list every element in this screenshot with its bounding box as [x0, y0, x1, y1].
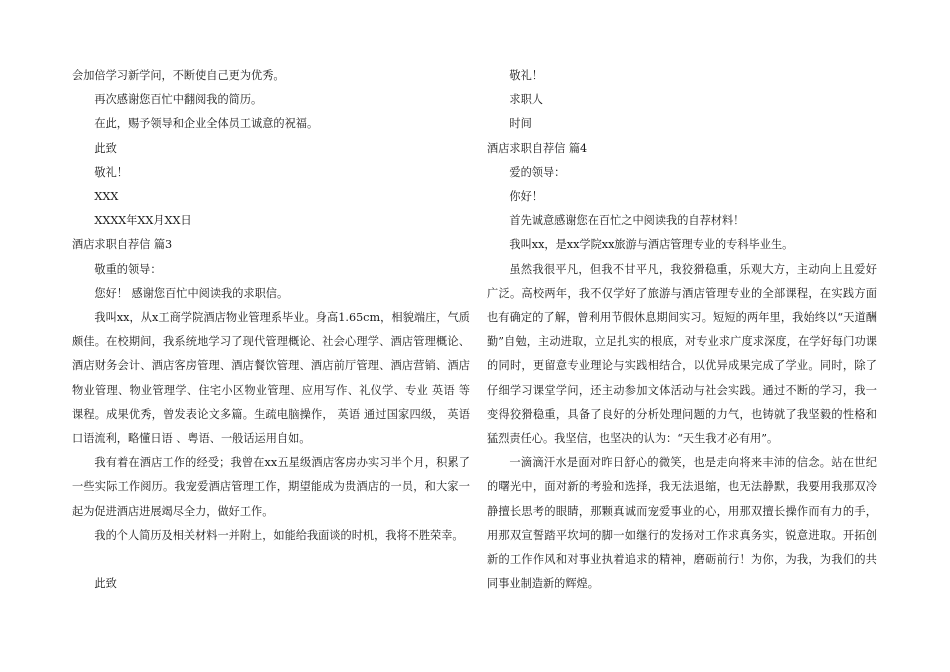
date: 时间: [509, 117, 532, 131]
right-column: [487, 64, 877, 596]
paragraph: 我的个人简历及相关材料一并附上，如能给我面谈的时机，我将不胜荣幸。: [94, 528, 464, 542]
closing-respect: 敬礼！: [509, 69, 543, 82]
paragraph: 首先诚意感谢您在百忙之中阅读我的自荐材料！: [509, 214, 745, 228]
greeting: 爱的领导：: [509, 165, 566, 179]
paragraph: 我有着在酒店工作的经受；我曾在xx五星级酒店客房办实习半个月，积累了一些实际工作阅历。我宠爱酒店管理工作，期望能成为贵酒店的一员，和大家一起为促进酒店进展竭尽全力，做好工作。: [72, 456, 470, 518]
paragraph: 再次感谢您百忙中翻阅我的简历。: [94, 93, 263, 107]
closing-salutation: 此致: [94, 141, 117, 155]
greeting: 敬重的领导：: [94, 262, 162, 276]
paragraph: 您好！ 感谢您百忙中阅读我的求职信。: [94, 286, 289, 300]
paragraph: 一滴滴汗水是面对昨日舒心的微笑，也是走向将来丰沛的信念。站在世纪的曙光中，面对新的考验和选择，我无法退缩，也无法静默，我要用我那双冷静擅长思考的眼睛，那颗真诚而宠爱事业的心，用那双擅长操作而有力的手，用那双宣誓踏平坎坷的脚一如继行的发扬对工作求真务实，锐意进取。开拓创新的工作作风和对事业执着追求的精神，磨砺前行！为你，为我，为我们的共同事业制造新的辉煌。: [487, 456, 877, 591]
paragraph: 虽然我很平凡，但我不甘平凡，我狡猾稳重，乐观大方，主动向上且爱好广泛。高校两年，我不仅学好了旅游与酒店管理专业的全部课程，在实践方面也有确定的了解，曾利用节假休息期间实习。短短的两年里，我始终以“天道酬勤”自勉，主动进取，立足扎实的根底，对专业求广度求深度，在学好每门功课的同时，更留意专业理论与实践相结合，以优异成果完成了学业。同时，除了仔细学习课堂学问，还主动参加文体活动与社会实践。通过不断的学习，我一变得狡猾稳重，具备了良好的分析处理问题的力气，也铸就了我坚毅的性格和猛烈责任心。我坚信，也坚决的认为：“天生我才必有用”。: [487, 262, 877, 446]
signature: XXX: [94, 190, 119, 204]
closing-respect: 敬礼！: [94, 165, 128, 179]
paragraph: 我叫xx，从x工商学院酒店物业管理系毕业。身高1.65cm，相貌端庄，气质颇佳。在校期间，我系统地学习了现代管理概论、社会心理学、酒店管理概论、酒店财务会计、酒店客房管理、酒店餐饮管理、酒店前厅管理、酒店营销、酒店物业管理、物业管理学、住宅小区物业管理、应用写作、礼仪学、专业 英语 等课程。成果优秀，曾发表论文多篇。生疏电脑操作， 英语 通过国家四级， 英语 口语流利，略懂日语 、粤语、一般话运用自如。: [72, 311, 470, 446]
date: XXXX年XX月XX日: [94, 214, 192, 228]
section-heading: 酒店求职自荐信 篇3: [72, 238, 173, 252]
signature: 求职人: [509, 93, 543, 107]
left-column: [72, 64, 470, 596]
paragraph: 我叫xx，是xx学院xx旅游与酒店管理专业的专科毕业生。: [509, 238, 794, 252]
paragraph: 会加倍学习新学问，不断使自己更为优秀。: [72, 69, 285, 82]
closing-salutation: 此致: [94, 577, 117, 591]
blank-line: [72, 548, 470, 572]
section-heading: 酒店求职自荐信 篇4: [487, 141, 588, 155]
paragraph: 你好！: [509, 190, 543, 204]
paragraph: 在此，赐予领导和企业全体员工诚意的祝福。: [94, 117, 319, 131]
